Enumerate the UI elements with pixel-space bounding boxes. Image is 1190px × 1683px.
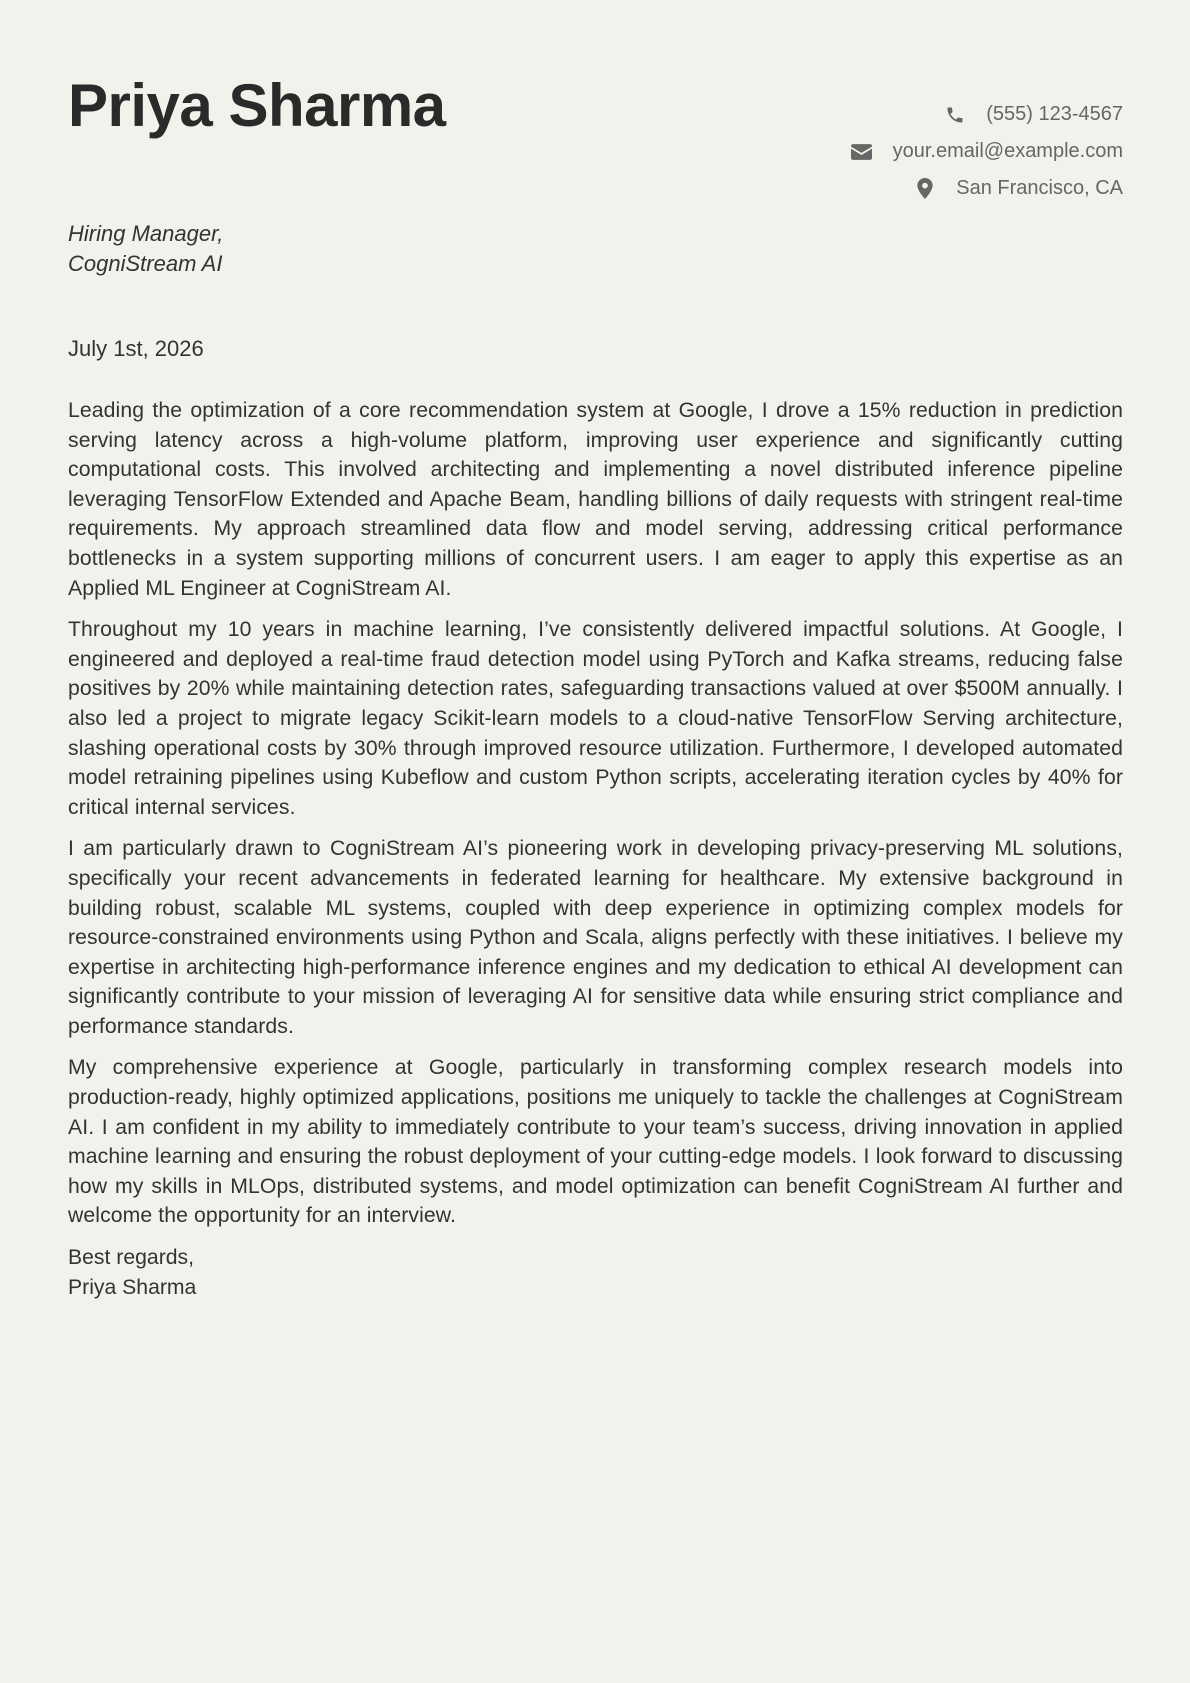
letter-body: [68, 396, 1123, 1302]
body-paragraph-3: I am particularly drawn to CogniStream AI’s pioneering work in developing privacy-preserving ML solutions, specifically your recent advancements in federated learning for healthcare. My extensive background in building robust, scalable ML systems, coupled with deep experience in optimizing complex models for resource-constrained environments using Python and Scala, aligns perfectly with these initiatives. I believe my expertise in architecting high-performance inference engines and my dedication to ethical AI development can significantly contribute to your mission of leveraging AI for sensitive data while ensuring strict compliance and performance standards.: [68, 837, 1123, 1038]
cover-letter-page: [68, 0, 1123, 1683]
body-paragraph-1: Leading the optimization of a core recommendation system at Google, I drove a 15% reduction in prediction serving latency across a high-volume platform, improving user experience and significantly cutting computational costs. This involved architecting and implementing a novel distributed inference pipeline leveraging TensorFlow Extended and Apache Beam, handling billions of daily requests with stringent real-time requirements. My approach streamlined data flow and model serving, addressing critical performance bottlenecks in a system supporting millions of concurrent users. I am eager to apply this expertise as an Applied ML Engineer at CogniStream AI.: [68, 399, 1123, 600]
phone-number: (555) 123-4567: [986, 103, 1123, 125]
body-paragraph-4: My comprehensive experience at Google, particularly in transforming complex research models into production-ready, highly optimized applications, positions me uniquely to tackle the challenges at CogniStream AI. I am confident in my ability to immediately contribute to your team’s success, driving innovation in applied machine learning and ensuring the robust deployment of your cutting-edge models. I look forward to discussing how my skills in MLOps, distributed systems, and model optimization can benefit CogniStream AI further and welcome the opportunity for an interview.: [68, 1056, 1123, 1228]
letter-date: July 1st, 2026: [68, 336, 204, 361]
contact-phone: [851, 96, 1123, 133]
email-address: your.email@example.com: [892, 140, 1123, 162]
envelope-icon: [851, 141, 873, 163]
recipient-company: CogniStream AI: [68, 251, 223, 276]
letter-closing: [68, 1243, 1123, 1302]
body-paragraph-2: Throughout my 10 years in machine learning, I’ve consistently delivered impactful solutions. At Google, I engineered and deployed a real-time fraud detection model using PyTorch and Kafka streams, reducing false positives by 20% while maintaining detection rates, safeguarding transactions valued at over $500M annually. I also led a project to migrate legacy Scikit-learn models to a cloud-native TensorFlow Serving architecture, slashing operational costs by 30% through improved resource utilization. Furthermore, I developed automated model retraining pipelines using Kubeflow and custom Python scripts, accelerating iteration cycles by 40% for critical internal services.: [68, 618, 1123, 819]
recipient-title: Hiring Manager,: [68, 221, 224, 246]
location-text: San Francisco, CA: [956, 177, 1123, 199]
phone-icon: [944, 104, 966, 126]
contact-info: [851, 96, 1123, 207]
contact-location: [851, 170, 1123, 207]
map-marker-icon: [914, 178, 936, 200]
closing-signature: Priya Sharma: [68, 1275, 197, 1299]
applicant-name: Priya Sharma: [68, 72, 446, 139]
recipient-block: [68, 219, 223, 279]
closing-salutation: Best regards,: [68, 1246, 195, 1270]
contact-email: [851, 133, 1123, 170]
letter-header: [68, 0, 1123, 205]
